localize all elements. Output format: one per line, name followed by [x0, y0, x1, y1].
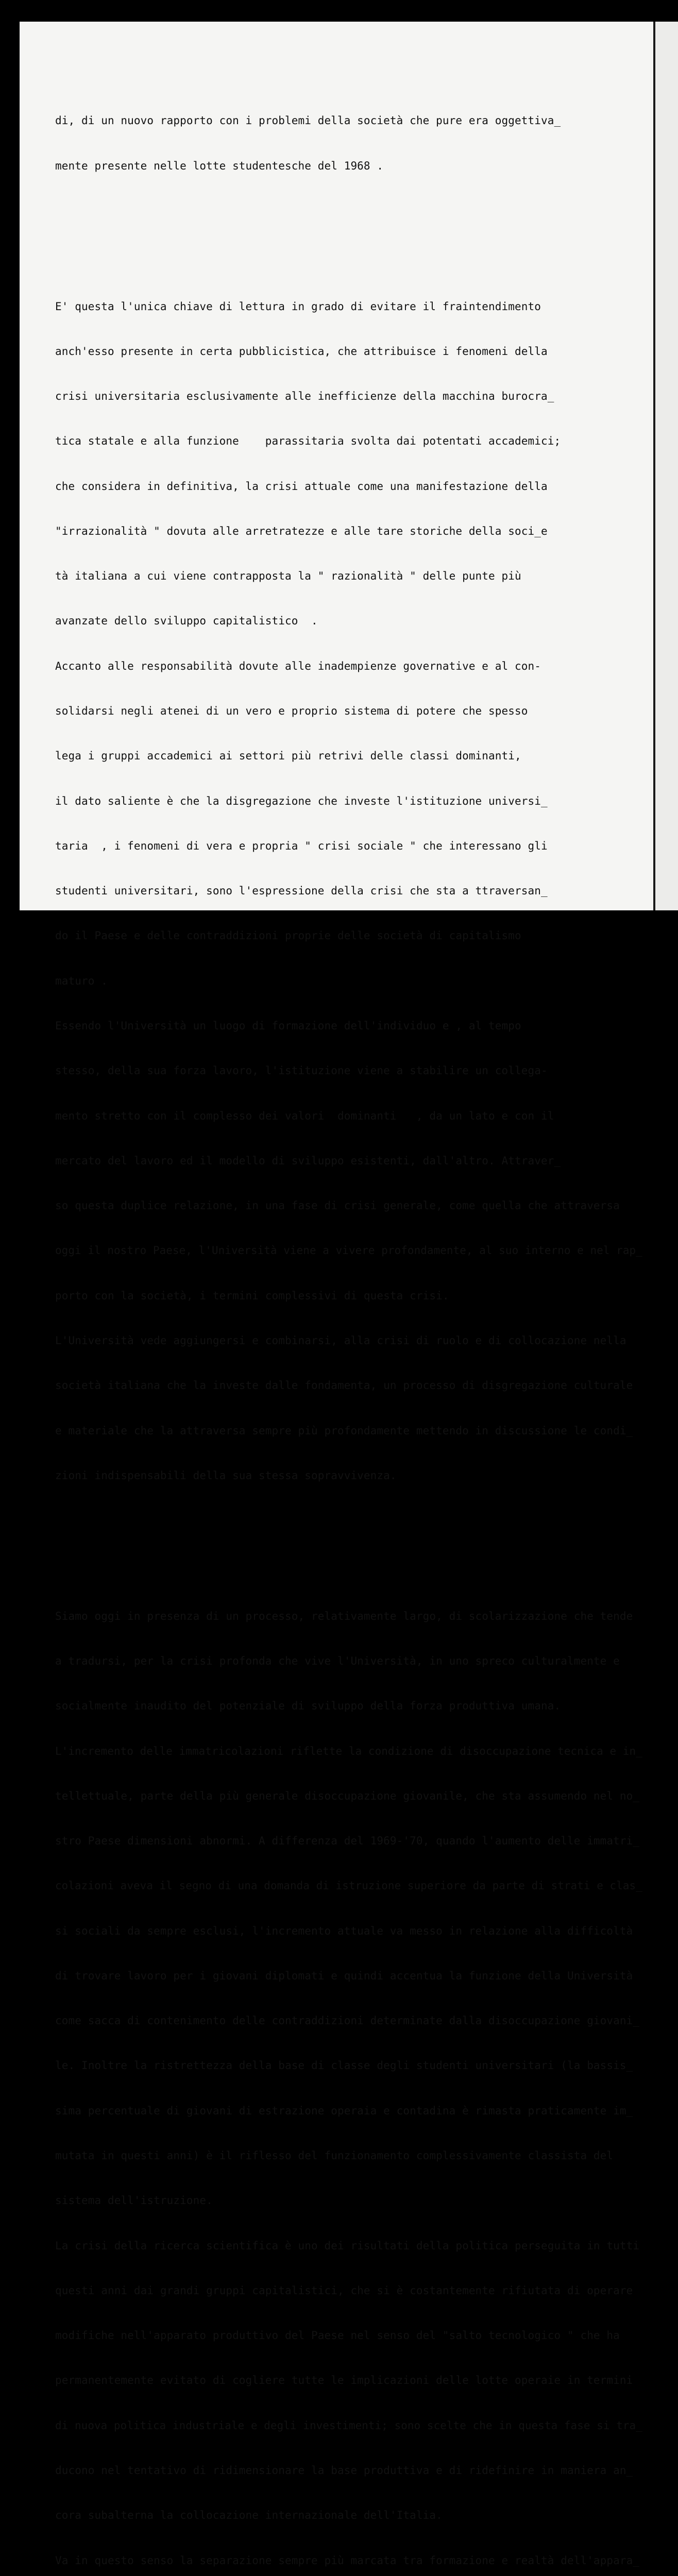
text-line: colazioni aveva il segno di una domanda di istruzione superiore da parte di strati e clas_ — [55, 1879, 642, 1892]
text-line: porto con la società, i termini complessivi di questa crisi. — [55, 1289, 449, 1302]
text-line: Va in questo senso la separazione sempre più marcata tra formazione e realtà dell'appara_ — [55, 2554, 640, 2567]
text-line: crisi universitaria esclusivamente alle inefficienze della macchina burocra_ — [55, 390, 554, 403]
text-line: mercato del lavoro ed il modello di sviluppo esistenti, dall'altro. Attraver_ — [55, 1154, 561, 1167]
text-line: anch'esso presente in certa pubblicistica, che attribuisce i fenomeni della — [55, 345, 548, 358]
text-line: stesso, della sua forza lavoro, l'istituzione viene a stabilire un collega- — [55, 1064, 548, 1077]
text-line: che considera in definitiva, la crisi attuale come una manifestazione della — [55, 480, 548, 493]
text-line: mente presente nelle lotte studentesche del 1968 . — [55, 159, 384, 172]
text-line: La crisi della ricerca scientifica è uno dei risultati della politica perseguita in tutti — [55, 2239, 640, 2252]
text-line: permanentemente evitato di cogliere tutte le implicazioni delle lotte operaie in termini — [55, 2374, 633, 2387]
text-line: mento stretto con il complesso dei valori dominanti , da un lato e con il — [55, 1109, 554, 1122]
text-line: socialmente inaudito del potenziale di sviluppo della forza produttiva umana. — [55, 1700, 561, 1713]
paragraph-2 — [55, 269, 642, 1513]
text-line: Siamo oggi in presenza di un processo, relativamente largo, di scolarizzazione che tende — [55, 1609, 633, 1622]
text-line: come sacca di contenimento delle contraddizioni determinate dalla disoccupazione giovani_ — [55, 2014, 640, 2027]
text-line: so questa duplice relazione, in una fase di crisi generale, come quella che attraversa — [55, 1199, 620, 1212]
text-line: zioni indispensabili della sua stessa sopravvivenza. — [55, 1469, 397, 1482]
text-line: avanzate dello sviluppo capitalistico . — [55, 615, 318, 628]
text-line: E' questa l'unica chiave di lettura in grado di evitare il fraintendimento — [55, 300, 541, 313]
text-line: do il Paese e delle contraddizioni proprie delle società di capitalismo — [55, 929, 521, 942]
text-line: tellettuale, parte della più generale disoccupazione giovanile, che sta assumendo nel no_ — [55, 1789, 640, 1802]
text-line: solidarsi negli atenei di un vero e proprio sistema di potere che spesso — [55, 705, 528, 718]
text-line: società italiana che la investe dalle fondamenta, un processo di disgregazione culturale — [55, 1379, 633, 1392]
text-line: a tradursi, per la crisi profonda che vive l'Università, in uno spreco culturalmente e — [55, 1654, 620, 1667]
text-line: le. Inoltre la ristrettezza della base di classe degli studenti universitari (la bassis_ — [55, 2059, 633, 2072]
text-line: di trovare lavoro per i giovani diplomati e quindi accentua la funzione della Università — [55, 1969, 633, 1982]
text-line: maturo . — [55, 974, 108, 987]
text-line: lega i gruppi accademici ai settori più retrivi delle classi dominanti, — [55, 750, 521, 762]
paragraph-gap — [55, 1543, 642, 1549]
text-line: oggi il nostro Paese, l'Università viene a vivere profondamente, al suo interno e nel rap_ — [55, 1244, 642, 1257]
text-line: stro Paese dimensioni abnormi. A differenza del 1969-'70, quando l'aumento delle immatri_ — [55, 1835, 640, 1848]
paragraph-gap — [55, 233, 642, 239]
text-line: Essendo l'Università un luogo di formazione dell'individuo e , al tempo — [55, 1020, 521, 1032]
text-line: si sociali da sempre esclusi, l'incremento attuale va messo in relazione alla difficoltà — [55, 1924, 633, 1937]
text-line: cora subalterna la collocazione internazionale dell'Italia. — [55, 2509, 443, 2522]
text-line: L'incremento delle immatricolazioni riflette la condizione di disoccupazione tecnica e in_ — [55, 1744, 642, 1757]
text-line: L'Università vede aggiungersi e combinarsi, alla crisi di ruolo e di collocazione nella — [55, 1334, 626, 1347]
text-line: di, di un nuovo rapporto con i problemi della società che pure era oggettiva_ — [55, 114, 561, 127]
text-line: sima percentuale di giovani di estrazione operaia e contadina è rimasta praticamente im_ — [55, 2104, 633, 2117]
text-line: tica statale e alla funzione parassitaria svolta dai potentati accademici; — [55, 435, 561, 448]
text-line: Accanto alle responsabilità dovute alle inadempienze governative e al con- — [55, 659, 541, 672]
text-line: tà italiana a cui viene contrapposta la " razionalità " delle punte più — [55, 570, 521, 583]
text-line: taria , i fenomeni di vera e propria " crisi sociale " che interessano gli — [55, 839, 548, 852]
paragraph-1 — [55, 83, 642, 204]
text-line: modifiche nell'apparato produttivo del Paese nel senso del "salto tecnologico " che ha — [55, 2329, 620, 2342]
text-line: di nuova politica industriale e degli investimenti; sono scelte che in questa fase si tra_ — [55, 2419, 642, 2432]
text-line: mutata in questi anni) è il riflesso del funzionamento complessivamente classista del — [55, 2149, 614, 2162]
text-line: "irrazionalità " dovuta alle arretratezze e alle tare storiche della soci_e — [55, 524, 548, 537]
text-line: ducono nel tentativo di ridimensionare la base produttiva e di ridefinire in maniera an_ — [55, 2464, 633, 2477]
text-line: studenti universitari, sono l'espressione della crisi che sta a ttraversan_ — [55, 885, 548, 897]
text-line: e materiale che la attraversa sempre più profondamente mettendo in discussione le condi_ — [55, 1424, 633, 1437]
text-line: questi anni dai grandi gruppi capitalistici, che si è costantemente rifiutata di operare — [55, 2284, 633, 2297]
text-line: sistema dell'istruzione. — [55, 2194, 213, 2207]
next-page-margin — [655, 22, 678, 910]
text-line: il dato saliente è che la disgregazione che investe l'istituzione universi_ — [55, 794, 548, 807]
paragraph-3 — [55, 1579, 642, 2576]
typewritten-text — [55, 54, 642, 2576]
